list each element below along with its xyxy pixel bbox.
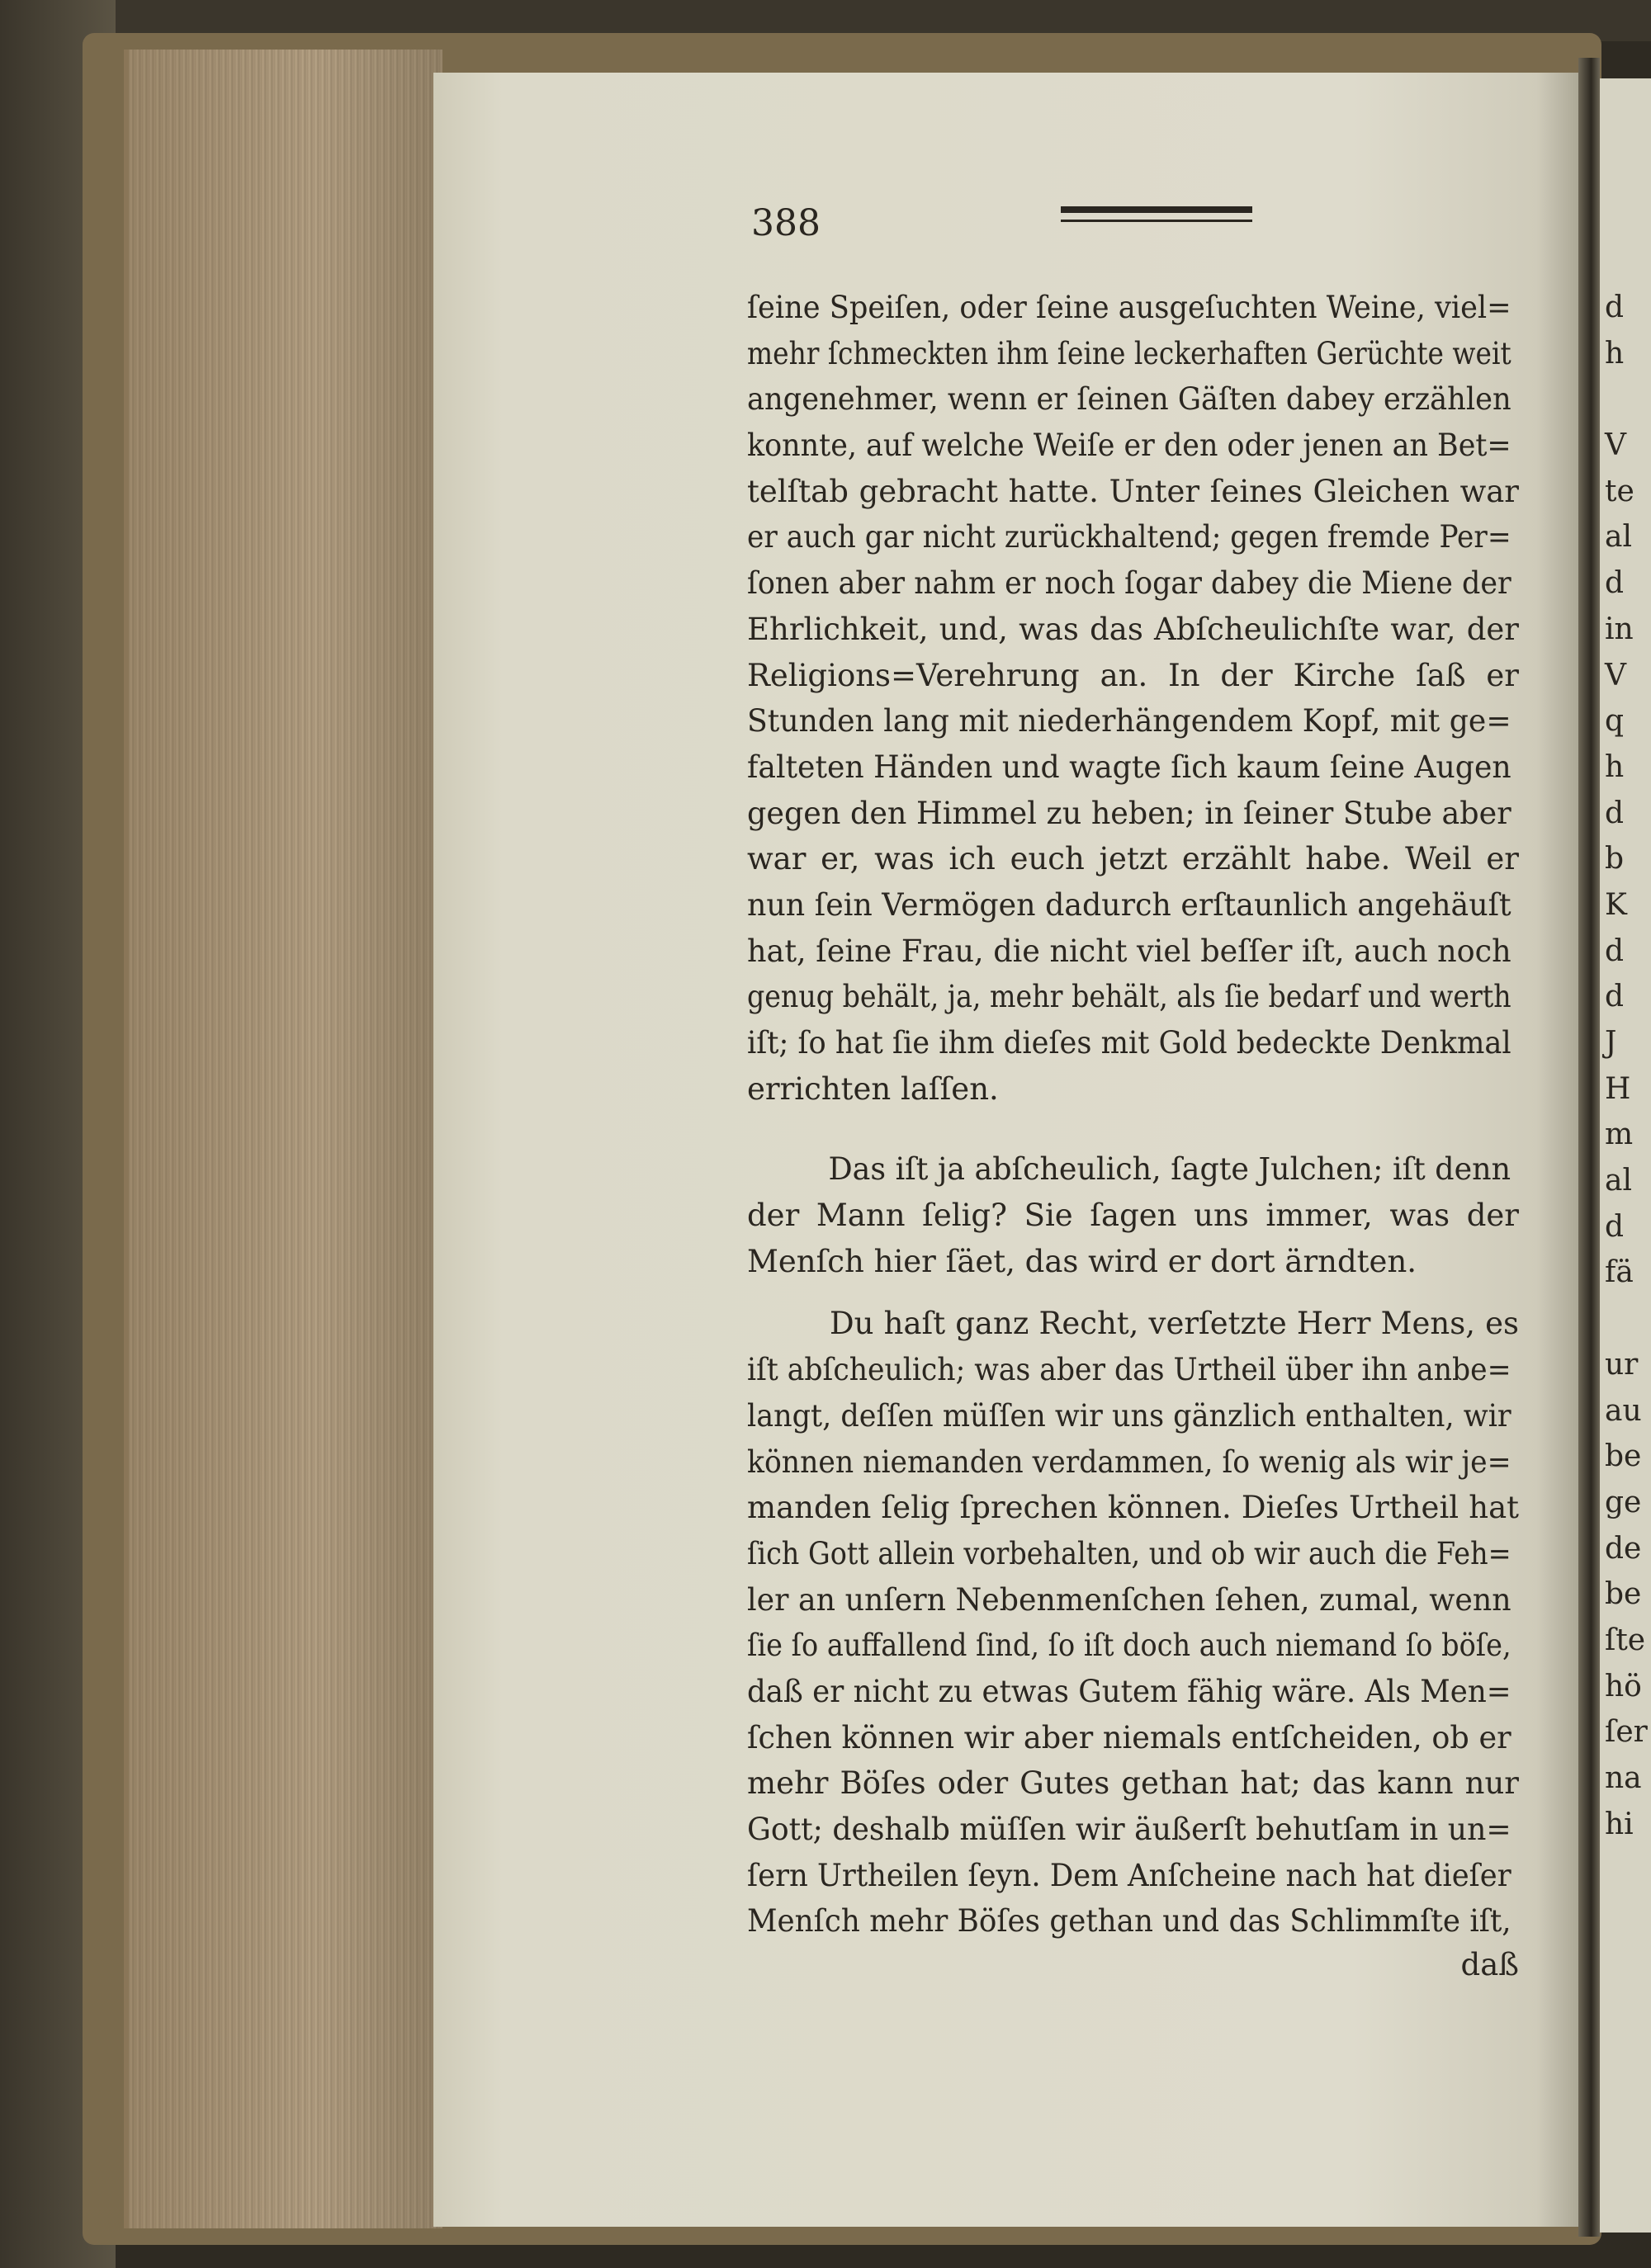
facing-page-fragment: al bbox=[1605, 520, 1632, 555]
text-line: genug behält, ja, mehr behält, als ſie bedarf und werth bbox=[747, 979, 1511, 1015]
text-line: langt, deſſen müſſen wir uns gänzlich enthalten, wir bbox=[747, 1397, 1511, 1434]
text-line: daß er nicht zu etwas Gutem fähig wäre. Als Men= bbox=[747, 1673, 1511, 1709]
facing-page-fragment: d bbox=[1605, 980, 1625, 1014]
text-line: Das iſt ja abſcheulich, ſagte Julchen; iſt denn bbox=[828, 1151, 1511, 1188]
text-line: er auch gar nicht zurückhaltend; gegen fremde Per= bbox=[747, 519, 1511, 555]
facing-page-fragment: d bbox=[1605, 796, 1625, 830]
body-text bbox=[747, 285, 1519, 1986]
header-rule bbox=[1061, 206, 1252, 213]
paragraph bbox=[747, 1301, 1519, 1944]
facing-page bbox=[1600, 78, 1651, 2233]
facing-page-fragment: in bbox=[1605, 612, 1634, 646]
text-line: iſt; ſo hat ſie ihm dieſes mit Gold bedeckte Denkmal bbox=[747, 1025, 1511, 1061]
facing-page-fragment: h bbox=[1605, 336, 1625, 371]
text-line: mehr ſchmeckten ihm ſeine leckerhaften Gerüchte weit bbox=[747, 335, 1511, 371]
facing-page-fragment: b bbox=[1605, 842, 1625, 876]
text-line: ſonen aber nahm er noch ſogar dabey die Miene der bbox=[747, 565, 1511, 602]
facing-page-fragment: K bbox=[1605, 887, 1627, 922]
facing-page-fragment: ur bbox=[1605, 1347, 1639, 1382]
facing-page-fragment: ge bbox=[1605, 1485, 1642, 1519]
text-line: war er, was ich euch jetzt erzählt habe. Weil er bbox=[747, 841, 1519, 877]
header-rule-thin bbox=[1061, 220, 1252, 222]
text-line: manden ſelig ſprechen können. Dieſes Urtheil hat bbox=[747, 1490, 1519, 1526]
text-line: hat, ſeine Frau, die nicht viel beſſer iſt, auch noch bbox=[747, 933, 1511, 969]
facing-page-fragment: ſte bbox=[1605, 1623, 1646, 1657]
facing-page-fragment: H bbox=[1605, 1071, 1631, 1106]
facing-page-fragment: d bbox=[1605, 1209, 1625, 1244]
text-line: telſtab gebracht hatte. Unter ſeines Gleichen war bbox=[747, 473, 1519, 509]
facing-page-fragment: ſer bbox=[1605, 1715, 1648, 1750]
text-line: ſern Urtheilen ſeyn. Dem Anſcheine nach hat dieſer bbox=[747, 1857, 1511, 1893]
text-line: ſie ſo auffallend ſind, ſo iſt doch auch niemand ſo böſe, bbox=[747, 1628, 1511, 1664]
text-line: der Mann ſelig? Sie ſagen uns immer, was der bbox=[747, 1198, 1519, 1234]
text-line: ler an unſern Nebenmenſchen ſehen, zumal, wenn bbox=[747, 1581, 1511, 1618]
paragraph bbox=[747, 1146, 1519, 1284]
text-line: Stunden lang mit niederhängendem Kopf, mit ge= bbox=[747, 703, 1511, 739]
facing-page-fragment: h bbox=[1605, 749, 1625, 784]
text-line: Menſch hier ſäet, das wird er dort ärndten. bbox=[747, 1243, 1417, 1279]
text-line: falteten Händen und wagte ſich kaum ſeine Augen bbox=[747, 749, 1511, 785]
facing-page-fragment: q bbox=[1605, 704, 1625, 739]
facing-page-fragment: d bbox=[1605, 933, 1625, 968]
facing-page-fragment: m bbox=[1605, 1117, 1634, 1152]
page-edges bbox=[124, 50, 442, 2228]
catchword: daß bbox=[1460, 1947, 1519, 1983]
text-line: Religions=Verehrung an. In der Kirche ſaß er bbox=[747, 657, 1519, 693]
text-line: ſchen können wir aber niemals entſcheiden, ob er bbox=[747, 1719, 1511, 1755]
text-line: Ehrlichkeit, und, was das Abſcheulichſte war, der bbox=[747, 611, 1519, 647]
page-number: 388 bbox=[751, 202, 821, 244]
facing-page-fragment: be bbox=[1605, 1439, 1642, 1474]
text-line: Gott; deshalb müſſen wir äußerſt behutſam in un= bbox=[747, 1812, 1511, 1847]
facing-page-fragment: al bbox=[1605, 1164, 1632, 1198]
facing-page-fragment: be bbox=[1605, 1577, 1642, 1612]
facing-page-fragment: au bbox=[1605, 1393, 1642, 1428]
facing-page-fragment: J bbox=[1605, 1026, 1617, 1060]
text-line: Menſch mehr Böſes gethan und das Schlimmſte iſt, bbox=[747, 1903, 1511, 1940]
facing-page-fragment: te bbox=[1605, 474, 1634, 508]
text-line: nun ſein Vermögen dadurch erſtaunlich angehäuſt bbox=[747, 886, 1511, 923]
text-line: können niemanden verdammen, ſo wenig als wir je= bbox=[747, 1443, 1511, 1480]
text-line: Du haſt ganz Recht, verſetzte Herr Mens, es bbox=[830, 1306, 1519, 1342]
text-line: mehr Böſes oder Gutes gethan hat; das kann nur bbox=[747, 1765, 1519, 1802]
facing-page-fragment: hö bbox=[1605, 1669, 1642, 1703]
facing-page-fragment: d bbox=[1605, 291, 1625, 324]
text-line: gegen den Himmel zu heben; in ſeiner Stube aber bbox=[747, 795, 1511, 831]
facing-page-fragment bbox=[1600, 376, 1651, 423]
text-line: errichten laſſen. bbox=[747, 1070, 999, 1107]
text-line: ſich Gott allein vorbehalten, und ob wir auch die Feh= bbox=[747, 1535, 1511, 1571]
paragraph bbox=[747, 285, 1519, 1112]
facing-page-fragment: na bbox=[1605, 1761, 1642, 1795]
text-line: angenehmer, wenn er ſeinen Gäſten dabey erzählen bbox=[747, 381, 1511, 418]
facing-page-fragment: V bbox=[1605, 428, 1626, 463]
text-line: ſeine Speiſen, oder ſeine ausgeſuchten Weine, viel= bbox=[747, 290, 1511, 325]
facing-page-fragment: de bbox=[1605, 1531, 1642, 1566]
facing-page-fragment: fä bbox=[1605, 1255, 1634, 1290]
facing-page-fragment bbox=[1600, 1296, 1651, 1342]
facing-page-fragment: hi bbox=[1605, 1807, 1634, 1841]
text-line: iſt abſcheulich; was aber das Urtheil über ihn anbe= bbox=[747, 1352, 1511, 1388]
text-line: konnte, auf welche Weiſe er den oder jenen an Bet= bbox=[747, 428, 1511, 464]
facing-page-fragment: d bbox=[1605, 566, 1625, 601]
facing-page-fragment: V bbox=[1605, 658, 1626, 692]
